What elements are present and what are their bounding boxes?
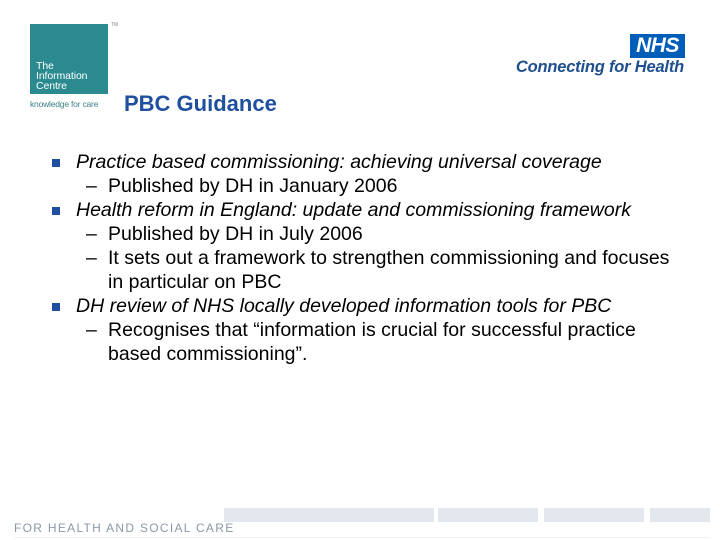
sub-bullet-text: Published by DH in January 2006 — [108, 175, 398, 197]
footer-tagline: FOR HEALTH AND SOCIAL CARE — [14, 521, 235, 535]
footer-band — [438, 508, 538, 522]
nhs-logo: NHS — [630, 34, 685, 58]
nhs-tagline: Connecting for Health — [515, 58, 684, 76]
logo-tagline: knowledge for care — [30, 99, 99, 109]
bullet-text: Practice based commissioning: achieving universal coverage — [76, 151, 602, 173]
footer-band — [544, 508, 644, 522]
bullet-item — [0, 150, 720, 174]
slide-content — [0, 150, 720, 366]
footer-band — [224, 508, 434, 522]
bullet-square-icon — [52, 207, 60, 215]
footer-band — [650, 508, 710, 522]
sub-bullet-item — [0, 318, 720, 366]
dash-marker: – — [86, 247, 97, 269]
bullet-square-icon — [52, 303, 60, 311]
logo-line-the: The — [36, 60, 54, 72]
sub-bullet-text: It sets out a framework to strengthen commissioning and focuses in particular on PBC — [108, 247, 670, 293]
bullet-text: Health reform in England: update and commissioning framework — [76, 199, 631, 221]
slide-title: PBC Guidance — [124, 91, 277, 116]
sub-bullet-text: Recognises that “information is crucial for successful practice based commissioning”. — [108, 319, 636, 365]
footer-rule — [14, 537, 710, 538]
information-centre-logo — [30, 22, 119, 110]
sub-bullet-item — [0, 174, 720, 198]
sub-bullet-text: Published by DH in July 2006 — [108, 223, 363, 245]
dash-marker: – — [86, 175, 97, 197]
bullet-text: DH review of NHS locally developed information tools for PBC — [76, 295, 612, 317]
sub-bullet-item — [0, 222, 720, 246]
logo-line-information: Information — [36, 70, 88, 82]
sub-bullet-item — [0, 246, 720, 294]
dash-marker: – — [86, 319, 97, 341]
bullet-item — [0, 294, 720, 318]
trademark-mark: TM — [111, 22, 119, 28]
logo-line-centre: Centre — [36, 80, 67, 92]
information-centre-logo-box — [30, 24, 108, 94]
bullet-square-icon — [52, 159, 60, 167]
bullet-item — [0, 198, 720, 222]
dash-marker: – — [86, 223, 97, 245]
